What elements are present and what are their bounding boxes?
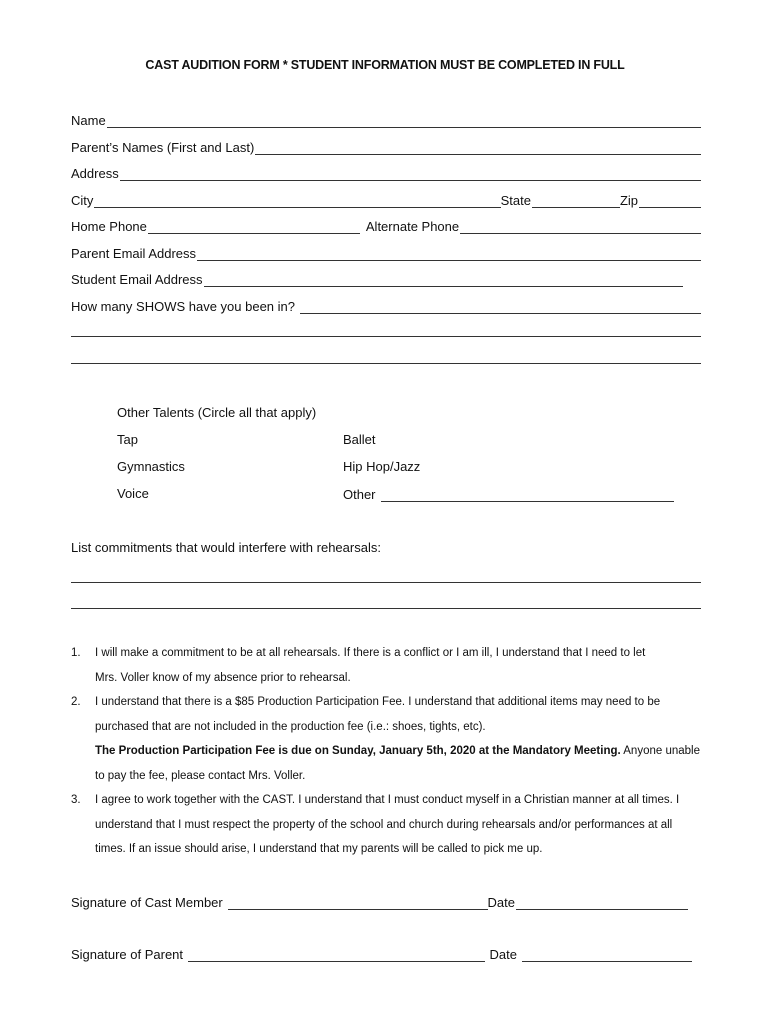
talents-heading: Other Talents (Circle all that apply) [117, 405, 317, 420]
zip-label: Zip [619, 193, 638, 208]
talent-tap[interactable]: Tap [117, 432, 138, 447]
talent-other-field[interactable] [381, 489, 674, 502]
parents-names-field[interactable] [255, 142, 701, 155]
zip-field[interactable] [639, 195, 701, 208]
student-email-field[interactable] [204, 274, 683, 287]
agreement-2-line-3 [95, 739, 701, 764]
talent-gymnastics[interactable]: Gymnastics [117, 459, 185, 474]
city-label: City [71, 193, 94, 208]
student-email-label: Student Email Address [71, 272, 203, 287]
agreement-2-line-4: to pay the fee, please contact Mrs. Voller. [95, 769, 306, 782]
talent-voice[interactable]: Voice [117, 486, 149, 501]
cast-date-field[interactable] [516, 897, 688, 910]
city-state-zip-row [71, 192, 701, 208]
parent-email-row [71, 245, 701, 261]
agreement-1-line-2: Mrs. Voller know of my absence prior to rehearsal. [95, 671, 351, 684]
name-field[interactable] [107, 115, 701, 128]
shows-row [71, 298, 701, 314]
shows-field[interactable] [300, 301, 701, 314]
alternate-phone-label: Alternate Phone [365, 219, 460, 234]
commitments-line-1[interactable] [71, 582, 701, 583]
parent-signature-label: Signature of Parent [71, 947, 184, 962]
talent-other-row [343, 486, 674, 502]
agreement-item-2 [71, 690, 701, 788]
agreement-2-number: 2. [71, 696, 81, 708]
parent-email-label: Parent Email Address [71, 246, 197, 261]
agreement-1-number: 1. [71, 647, 81, 659]
agreement-3-line-1: I agree to work together with the CAST. I understand that I must conduct myself in a Christian manner at all times. I [95, 794, 680, 806]
agreement-1-line-1: I will make a commitment to be at all rehearsals. If there is a conflict or I am ill, I understand that I need to let [95, 647, 646, 659]
parents-names-row [71, 139, 701, 155]
alternate-phone-field[interactable] [460, 221, 701, 234]
parent-date-label: Date [489, 947, 517, 962]
parent-email-field[interactable] [197, 248, 701, 261]
cast-signature-row [71, 894, 688, 910]
shows-extra-line-2[interactable] [71, 363, 701, 364]
agreement-2-line-2: purchased that are not included in the production fee (i.e.: shoes, tights, etc). [95, 720, 486, 733]
parent-date-field[interactable] [522, 949, 692, 962]
parents-names-label: Parent’s Names (First and Last) [71, 140, 255, 155]
shows-label: How many SHOWS have you been in? [71, 299, 295, 314]
talent-ballet[interactable]: Ballet [343, 432, 376, 447]
cast-signature-field[interactable] [228, 897, 488, 910]
agreement-item-3 [71, 788, 701, 862]
address-label: Address [71, 166, 119, 181]
agreement-3-number: 3. [71, 794, 81, 806]
talent-other[interactable]: Other [343, 487, 376, 502]
city-field[interactable] [94, 195, 500, 208]
state-field[interactable] [532, 195, 620, 208]
cast-signature-label: Signature of Cast Member [71, 895, 223, 910]
agreement-3-line-2: understand that I must respect the property of the school and church during rehearsals and/or performances at all [95, 818, 673, 831]
commitments-line-2[interactable] [71, 608, 701, 609]
home-phone-field[interactable] [148, 221, 360, 234]
fee-due-notice: The Production Participation Fee is due on Sunday, January 5th, 2020 at the Mandatory Meeting. [95, 745, 621, 757]
name-row [71, 112, 701, 128]
parent-signature-row [71, 946, 692, 962]
agreement-3-line-3: times. If an issue should arise, I understand that my parents will be called to pick me up. [95, 843, 543, 855]
home-phone-label: Home Phone [71, 219, 147, 234]
cast-date-label: Date [487, 895, 515, 910]
parent-signature-field[interactable] [188, 949, 485, 962]
phone-row [71, 218, 701, 234]
form-title: CAST AUDITION FORM * STUDENT INFORMATION MUST BE COMPLETED IN FULL [145, 58, 625, 72]
state-label: State [500, 193, 531, 208]
name-label: Name [71, 113, 106, 128]
agreement-item-1 [71, 641, 701, 690]
address-row [71, 165, 701, 181]
talent-hiphop-jazz[interactable]: Hip Hop/Jazz [343, 459, 421, 474]
student-email-row [71, 271, 683, 287]
shows-extra-line-1[interactable] [71, 336, 701, 337]
agreement-2-line-1: I understand that there is a $85 Production Participation Fee. I understand that additional items may need to be [95, 696, 661, 708]
address-field[interactable] [120, 168, 701, 181]
commitments-label: List commitments that would interfere with rehearsals: [71, 540, 381, 555]
fee-due-notice-tail: Anyone unable [620, 745, 700, 757]
